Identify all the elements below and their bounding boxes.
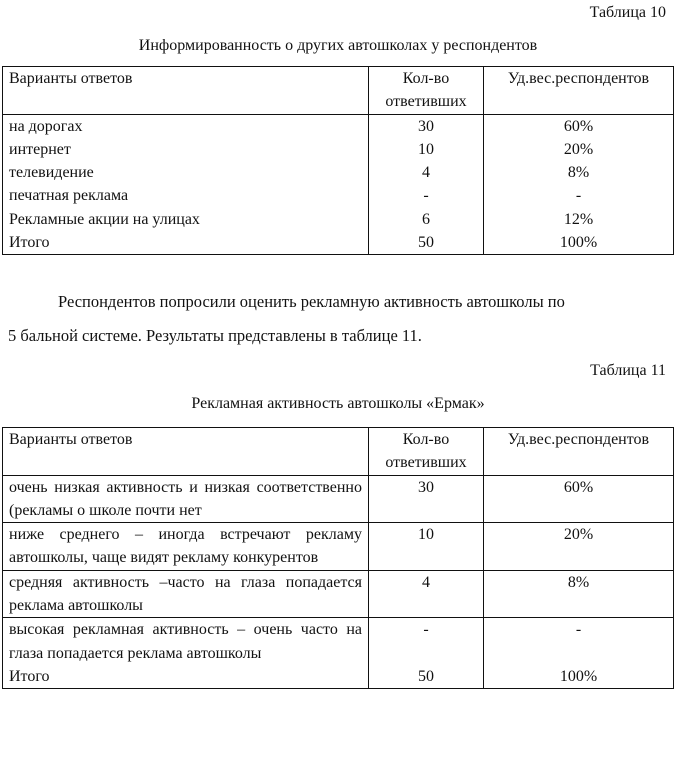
header-cell: Уд.вес.респондентов <box>484 428 674 476</box>
header-cell: Варианты ответов <box>3 428 369 476</box>
table-row <box>3 138 674 161</box>
table-row <box>3 184 674 207</box>
cell-option: Итого <box>3 231 369 255</box>
cell-option: высокая рекламная активность – очень часто на глаза попадается реклама автошколы <box>3 618 369 665</box>
table-total-row <box>3 231 674 255</box>
header-cell: Кол-во ответивших <box>369 67 484 115</box>
table-row <box>3 208 674 231</box>
cell-count: 4 <box>369 570 484 618</box>
cell-share: 12% <box>484 208 674 231</box>
table-10-label: Таблица 10 <box>589 4 666 21</box>
cell-option: на дорогах <box>3 114 369 138</box>
table-10 <box>2 66 674 255</box>
cell-count: 6 <box>369 208 484 231</box>
cell-option: интернет <box>3 138 369 161</box>
cell-count: 50 <box>369 665 484 689</box>
cell-option: телевидение <box>3 161 369 184</box>
cell-share: 60% <box>484 475 674 523</box>
table-11-title: Рекламная активность автошколы «Ермак» <box>191 395 485 412</box>
header-cell: Уд.вес.респондентов <box>484 67 674 115</box>
cell-count: - <box>369 184 484 207</box>
table-row <box>3 475 674 523</box>
table-11 <box>2 427 674 689</box>
cell-count: 10 <box>369 523 484 571</box>
cell-share: 8% <box>484 161 674 184</box>
cell-count: 30 <box>369 475 484 523</box>
table-row <box>3 618 674 665</box>
table-row <box>3 570 674 618</box>
cell-count: 10 <box>369 138 484 161</box>
cell-option: ниже среднего – иногда встречают рекламу автошколы, чаще видят рекламу конкурентов <box>3 523 369 571</box>
table-row <box>3 114 674 138</box>
cell-option: средняя активность –часто на глаза попадается реклама автошколы <box>3 570 369 618</box>
header-cell: Варианты ответов <box>3 67 369 115</box>
cell-share: 60% <box>484 114 674 138</box>
cell-share: 8% <box>484 570 674 618</box>
table-row <box>3 523 674 571</box>
table-11-label: Таблица 11 <box>590 362 666 379</box>
cell-share: - <box>484 184 674 207</box>
header-cell: Кол-во ответивших <box>369 428 484 476</box>
paragraph-line-1: Респондентов попросили оценить рекламную активность автошколы по <box>58 292 565 311</box>
cell-share: - <box>484 618 674 665</box>
cell-option: очень низкая активность и низкая соответственно (рекламы о школе почти нет <box>3 475 369 523</box>
cell-count: 4 <box>369 161 484 184</box>
cell-share: 100% <box>484 665 674 689</box>
table-header-row <box>3 67 674 115</box>
cell-count: 50 <box>369 231 484 255</box>
table-header-row <box>3 428 674 476</box>
cell-option: Рекламные акции на улицах <box>3 208 369 231</box>
cell-count: 30 <box>369 114 484 138</box>
cell-count: - <box>369 618 484 665</box>
cell-option: печатная реклама <box>3 184 369 207</box>
table-row <box>3 161 674 184</box>
cell-share: 100% <box>484 231 674 255</box>
table-total-row <box>3 665 674 689</box>
cell-share: 20% <box>484 138 674 161</box>
paragraph-line-2: 5 бальной системе. Результаты представлены в таблице 11. <box>8 326 422 345</box>
cell-share: 20% <box>484 523 674 571</box>
cell-option: Итого <box>3 665 369 689</box>
table-10-title: Информированность о других автошколах у респондентов <box>138 37 538 54</box>
